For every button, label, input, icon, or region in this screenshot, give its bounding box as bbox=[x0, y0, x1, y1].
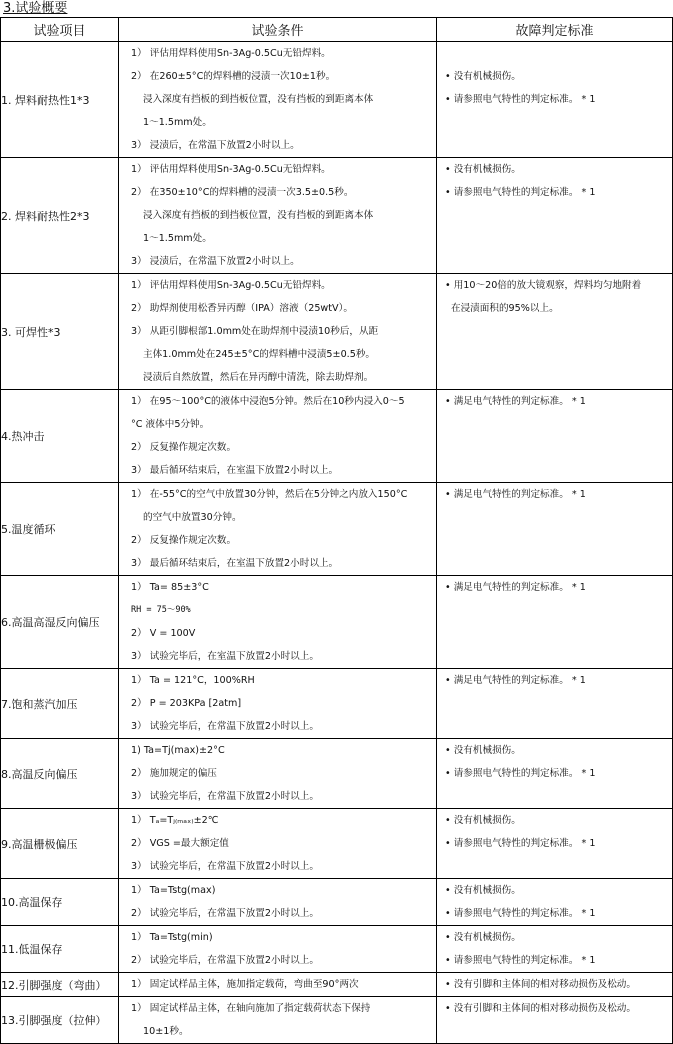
criteria-cell bbox=[437, 158, 673, 274]
condition-line: 3） 从距引脚根部1.0mm处在助焊剂中浸渍10秒后，从距 bbox=[131, 326, 379, 337]
condition-line: 1） 评估用焊料使用Sn-3Ag-0.5Cu无铅焊料。 bbox=[131, 164, 331, 175]
criteria-cell bbox=[437, 739, 673, 809]
condition-line: 2） 在260±5°C的焊料槽的浸渍一次10±1秒。 bbox=[131, 71, 336, 82]
test-item-cell: 5.温度循环 bbox=[1, 483, 119, 576]
test-conditions-cell bbox=[119, 42, 437, 158]
test-conditions-cell bbox=[119, 390, 437, 483]
criteria-cell bbox=[437, 274, 673, 390]
condition-line: 3） 试验完毕后，在常温下放置2小时以上。 bbox=[131, 721, 319, 732]
criteria-cell bbox=[437, 973, 673, 997]
condition-line: 2） 试验完毕后，在常温下放置2小时以上。 bbox=[131, 955, 319, 966]
criteria-line: • 请参照电气特性的判定标准。 * 1 bbox=[445, 955, 596, 966]
condition-line: 主体1.0mm处在245±5°C的焊料槽中浸渍5±0.5秒。 bbox=[143, 349, 376, 360]
condition-line: 1） 评估用焊料使用Sn-3Ag-0.5Cu无铅焊料。 bbox=[131, 280, 331, 291]
condition-line: 1) Ta=Tj(max)±2°C bbox=[131, 745, 225, 756]
criteria-cell bbox=[437, 669, 673, 739]
condition-line: 1） 在95〜100°C的液体中浸泡5分钟。然后在10秒内浸入0〜5 bbox=[131, 396, 405, 407]
condition-line: 2） P = 203KPa [2atm] bbox=[131, 698, 242, 709]
test-conditions-cell bbox=[119, 973, 437, 997]
table-row bbox=[1, 809, 673, 879]
test-item-cell: 6.高温高湿反向偏压 bbox=[1, 576, 119, 669]
header-failure-criteria: 故障判定标准 bbox=[437, 18, 673, 42]
criteria-line: • 没有机械损伤。 bbox=[445, 71, 521, 82]
table-row bbox=[1, 669, 673, 739]
condition-line: 2） 施加规定的偏压 bbox=[131, 768, 217, 779]
table-row bbox=[1, 576, 673, 669]
test-item-cell: 9.高温栅极偏压 bbox=[1, 809, 119, 879]
test-conditions-cell bbox=[119, 926, 437, 973]
condition-line: 1〜1.5mm处。 bbox=[143, 117, 212, 128]
condition-line: 2） VGS =最大额定值 bbox=[131, 838, 229, 849]
condition-line: 浸入深度有挡板的到挡板位置，没有挡板的到距离本体 bbox=[143, 210, 374, 221]
condition-line: 1） Ta = 121°C，100%RH bbox=[131, 675, 255, 686]
criteria-cell bbox=[437, 576, 673, 669]
test-conditions-cell bbox=[119, 483, 437, 576]
criteria-cell bbox=[437, 390, 673, 483]
criteria-line: • 满足电气特性的判定标准。 * 1 bbox=[445, 675, 586, 686]
table-row bbox=[1, 274, 673, 390]
test-item-cell: 13.引脚强度（拉伸） bbox=[1, 997, 119, 1044]
test-item-cell: 10.高温保存 bbox=[1, 879, 119, 926]
criteria-line: • 没有机械损伤。 bbox=[445, 815, 521, 826]
condition-line: 3） 试验完毕后，在室温下放置2小时以上。 bbox=[131, 651, 319, 662]
criteria-line: • 请参照电气特性的判定标准。 * 1 bbox=[445, 94, 596, 105]
criteria-line: • 没有机械损伤。 bbox=[445, 885, 521, 896]
table-row bbox=[1, 42, 673, 158]
header-test-conditions: 试验条件 bbox=[119, 18, 437, 42]
criteria-line: • 没有机械损伤。 bbox=[445, 164, 521, 175]
criteria-cell bbox=[437, 879, 673, 926]
table-row bbox=[1, 879, 673, 926]
test-summary-table bbox=[0, 17, 673, 1044]
test-item-cell: 8.高温反向偏压 bbox=[1, 739, 119, 809]
condition-line: 1） Ta=Tstg(max) bbox=[131, 885, 216, 896]
criteria-line: • 用10〜20倍的放大镜观察，焊料均匀地附着 bbox=[445, 280, 642, 291]
test-conditions-cell bbox=[119, 158, 437, 274]
condition-line: 2） 反复操作规定次数。 bbox=[131, 535, 237, 546]
test-conditions-cell bbox=[119, 809, 437, 879]
criteria-cell bbox=[437, 42, 673, 158]
criteria-line: • 请参照电气特性的判定标准。 * 1 bbox=[445, 838, 596, 849]
condition-line: 2） V = 100V bbox=[131, 628, 196, 639]
condition-line: 浸入深度有挡板的到挡板位置，没有挡板的到距离本体 bbox=[143, 94, 374, 105]
criteria-line: • 请参照电气特性的判定标准。 * 1 bbox=[445, 768, 596, 779]
table-row bbox=[1, 926, 673, 973]
condition-line: 3） 最后循环结束后，在室温下放置2小时以上。 bbox=[131, 558, 339, 569]
condition-line: 3） 浸渍后，在常温下放置2小时以上。 bbox=[131, 256, 300, 267]
condition-line: 1） 固定试样品主体，在轴向施加了指定载荷状态下保持 bbox=[131, 1003, 371, 1014]
criteria-line: • 没有机械损伤。 bbox=[445, 745, 521, 756]
test-item-cell: 2. 焊料耐热性2*3 bbox=[1, 158, 119, 274]
condition-line: 1） Ta= 85±3°C bbox=[131, 582, 209, 593]
condition-line: 1） 评估用焊料使用Sn-3Ag-0.5Cu无铅焊料。 bbox=[131, 48, 331, 59]
header-test-item: 试验项目 bbox=[1, 18, 119, 42]
test-item-cell: 4.热冲击 bbox=[1, 390, 119, 483]
test-conditions-cell bbox=[119, 739, 437, 809]
criteria-line: • 满足电气特性的判定标准。 * 1 bbox=[445, 489, 586, 500]
condition-line: 3） 试验完毕后，在常温下放置2小时以上。 bbox=[131, 861, 319, 872]
condition-line: 2） 反复操作规定次数。 bbox=[131, 442, 237, 453]
condition-line: 的空气中放置30分钟。 bbox=[143, 512, 242, 523]
condition-line: 1） Tₐ=Tⱼ₍ₘₐₓ₎±2℃ bbox=[131, 815, 219, 826]
test-item-cell: 11.低温保存 bbox=[1, 926, 119, 973]
condition-line: 3） 最后循环结束后，在室温下放置2小时以上。 bbox=[131, 465, 339, 476]
condition-line: 3） 浸渍后，在常温下放置2小时以上。 bbox=[131, 140, 300, 151]
condition-line: 1） 在-55°C的空气中放置30分钟，然后在5分钟之内放入150°C bbox=[131, 489, 408, 500]
criteria-line: • 请参照电气特性的判定标准。 * 1 bbox=[445, 187, 596, 198]
condition-line: 2） 试验完毕后，在常温下放置2小时以上。 bbox=[131, 908, 319, 919]
condition-line: °C 液体中5分钟。 bbox=[131, 419, 210, 430]
test-conditions-cell bbox=[119, 576, 437, 669]
criteria-line: • 没有机械损伤。 bbox=[445, 932, 521, 943]
condition-line: 1） 固定试样品主体，施加指定载荷，弯曲至90°两次 bbox=[131, 979, 359, 990]
test-item-cell: 7.饱和蒸汽加压 bbox=[1, 669, 119, 739]
table-row bbox=[1, 390, 673, 483]
table-row bbox=[1, 158, 673, 274]
criteria-line: • 满足电气特性的判定标准。 * 1 bbox=[445, 582, 586, 593]
criteria-cell bbox=[437, 483, 673, 576]
condition-line: 1） Ta=Tstg(min) bbox=[131, 932, 213, 943]
header-row bbox=[1, 18, 673, 42]
test-conditions-cell bbox=[119, 669, 437, 739]
table-row bbox=[1, 997, 673, 1044]
criteria-line: • 满足电气特性的判定标准。 * 1 bbox=[445, 396, 586, 407]
table-row bbox=[1, 973, 673, 997]
criteria-cell bbox=[437, 926, 673, 973]
criteria-line: 在浸渍面积的95%以上。 bbox=[451, 303, 559, 314]
table-row bbox=[1, 483, 673, 576]
test-conditions-cell bbox=[119, 997, 437, 1044]
condition-line: RH = 75〜90% bbox=[131, 605, 191, 615]
condition-line: 3） 试验完毕后，在常温下放置2小时以上。 bbox=[131, 791, 319, 802]
criteria-line: • 请参照电气特性的判定标准。 * 1 bbox=[445, 908, 596, 919]
criteria-line: • 没有引脚和主体间的相对移动损伤及松动。 bbox=[445, 979, 636, 990]
criteria-cell bbox=[437, 997, 673, 1044]
test-item-cell: 1. 焊料耐热性1*3 bbox=[1, 42, 119, 158]
criteria-line: • 没有引脚和主体间的相对移动损伤及松动。 bbox=[445, 1003, 636, 1014]
condition-line: 10±1秒。 bbox=[143, 1026, 189, 1037]
test-item-cell: 12.引脚强度（弯曲） bbox=[1, 973, 119, 997]
condition-line: 2） 助焊剂使用松香异丙醇（IPA）溶液（25wtV）。 bbox=[131, 303, 353, 314]
condition-line: 1〜1.5mm处。 bbox=[143, 233, 212, 244]
test-conditions-cell bbox=[119, 879, 437, 926]
condition-line: 浸渍后自然放置，然后在异丙醇中清洗，除去助焊剂。 bbox=[143, 372, 374, 383]
condition-line: 2） 在350±10°C的焊料槽的浸渍一次3.5±0.5秒。 bbox=[131, 187, 354, 198]
criteria-cell bbox=[437, 809, 673, 879]
section-title: 3.试验概要 bbox=[3, 1, 68, 16]
test-item-cell: 3. 可焊性*3 bbox=[1, 274, 119, 390]
test-conditions-cell bbox=[119, 274, 437, 390]
table-row bbox=[1, 739, 673, 809]
